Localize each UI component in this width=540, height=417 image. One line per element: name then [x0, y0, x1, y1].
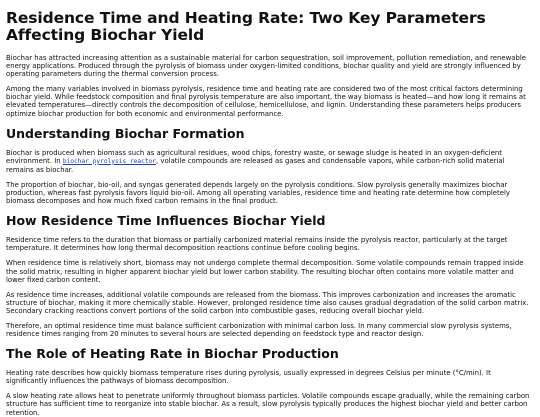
page-title: Residence Time and Heating Rate: Two Key Parameters Affecting Biochar Yield [6, 9, 486, 44]
intro-paragraph-1: Biochar has attracted increasing attention as a sustainable material for carbon sequestration, soil improvement, pollution remediation, and renewable energy applications. Produced through the pyrolysis of biomass under oxygen-limited conditions, biochar quality and yield are strongly influenced by operating parameters during the thermal conversion process. [6, 54, 526, 79]
biochar-formation-paragraph-2: The proportion of biochar, bio-oil, and syngas generated depends largely on the pyrolysis conditions. Slow pyrolysis generally maximizes biochar production, whereas fast pyrolysis favors liquid bio-oil. Among all operating variables, residence time and heating rate determine how completely biomass decomposes and how much fixed carbon remains in the final product. [6, 180, 510, 206]
heating-rate-paragraph-1: Heating rate describes how quickly biomass temperature rises during pyrolysis, usually expressed in degrees Celsius per minute (°C/min). It significantly influences the pathways of biomass decomposition. [6, 369, 491, 386]
paragraph-text: Biochar is produced when biomass such as agricultural residues, wood chips, forestry waste, or sewage sludge is heated in an oxygen-deficient environment. In [6, 148, 502, 165]
section-heading-biochar-formation: Understanding Biochar Formation [6, 125, 245, 141]
intro-paragraph-2: Among the many variables involved in biomass pyrolysis, residence time and heating rate are considered two of the most critical factors determining biochar yield. While feedstock composition and final pyrolysis temperature are also important, the way biomass is heated—and how long it remains at elevated temperatures—directly controls the decomposition of cellulose, hemicellulose, and lignin. Understanding these parameters helps producers optimize biochar production for both economic and environmental performance. [6, 85, 526, 118]
heating-rate-paragraph-2: A slow heating rate allows heat to penetrate uniformly throughout biomass particles. Volatile compounds escape gradually, while the remaining carbon structure has sufficient time to reorganize into stable biochar. As a result, slow pyrolysis typically produces the highest biochar yield and better carbon retention. [6, 392, 530, 417]
residence-time-paragraph-3: As residence time increases, additional volatile compounds are released from the biomass. This improves carbonization and increases the aromatic structure of biochar, making it more chemically stable. However, prolonged residence time also causes gradual degradation of the solid carbon matrix. Secondary cracking reactions convert portions of the solid carbon into combustible gases, reducing overall biochar yield. [6, 290, 529, 315]
biochar-pyrolysis-reactor-link[interactable]: biochar pyrolysis reactor [62, 157, 156, 165]
biochar-formation-paragraph-1 [6, 149, 534, 174]
residence-time-paragraph-1: Residence time refers to the duration that biomass or partially carbonized material remains inside the pyrolysis reactor, particularly at the target temperature. It determines how long thermal decomposition reactions continue before cooling begins. [6, 236, 508, 253]
residence-time-paragraph-4: Therefore, an optimal residence time must balance sufficient carbonization with minimal carbon loss. In many commercial slow pyrolysis systems, residence times ranging from 20 minutes to several hours are selected depending on feedstock type and reactor design. [6, 321, 512, 339]
residence-time-paragraph-2: When residence time is relatively short, biomass may not undergo complete thermal decomposition. Some volatile compounds remain trapped inside the solid matrix, resulting in higher apparent biochar yield but lower carbon stability. The resulting biochar often contains more volatile matter and lower fixed carbon content. [6, 259, 524, 284]
paragraph-text: , volatile compounds are released as gases and condensable vapors, while carbon-rich solid material remains as biochar. [6, 156, 505, 174]
section-heading-residence-time: How Residence Time Influences Biochar Yield [6, 213, 326, 229]
section-heading-heating-rate: The Role of Heating Rate in Biochar Production [6, 346, 339, 362]
